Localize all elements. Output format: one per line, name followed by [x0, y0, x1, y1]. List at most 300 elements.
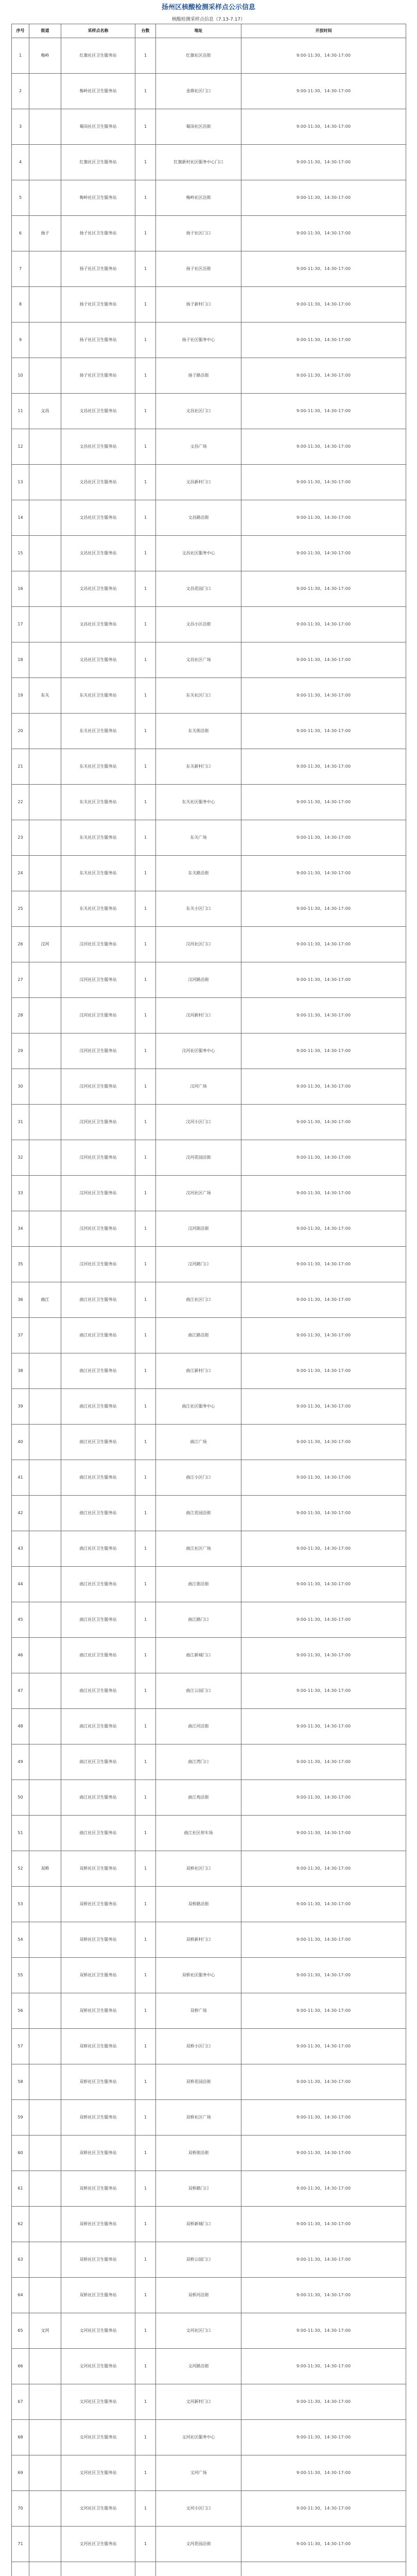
cell-count: 1 — [135, 2278, 156, 2313]
cell-index: 53 — [12, 1887, 29, 1922]
cell-open-time: 9:00-11:30，14:30-17:00 — [241, 216, 406, 251]
cell-address: 曲江路沿街 — [156, 1318, 241, 1353]
cell-index: 60 — [12, 2136, 29, 2171]
table-row — [12, 1425, 406, 1460]
cell-site-name: 东关社区卫生服务站 — [61, 820, 135, 856]
cell-address: 文昌花园门口 — [156, 571, 241, 607]
cell-open-time: 9:00-11:30，14:30-17:00 — [241, 1744, 406, 1780]
cell-address: 东关路沿街 — [156, 856, 241, 891]
cell-address: 东关社区服务中心 — [156, 785, 241, 820]
cell-index: 67 — [12, 2384, 29, 2420]
cell-address: 曲江街沿街 — [156, 1567, 241, 1602]
cell-count: 1 — [135, 1460, 156, 1496]
cell-count: 1 — [135, 1709, 156, 1744]
cell-site-name: 双桥社区卫生服务站 — [61, 2100, 135, 2136]
cell-street — [29, 2491, 61, 2527]
cell-street: 曲江 — [29, 1282, 61, 1318]
cell-site-name: 双桥社区卫生服务站 — [61, 1958, 135, 1993]
cell-site-name: 扬子社区卫生服务站 — [61, 358, 135, 394]
table-row — [12, 1389, 406, 1425]
cell-count: 1 — [135, 2527, 156, 2562]
cell-open-time: 9:00-11:30，14:30-17:00 — [241, 2029, 406, 2064]
cell-street — [29, 998, 61, 1033]
cell-street: 汶河 — [29, 927, 61, 962]
cell-street — [29, 571, 61, 607]
table-row — [12, 2384, 406, 2420]
cell-index: 10 — [12, 358, 29, 394]
cell-count: 1 — [135, 2491, 156, 2527]
cell-index: 64 — [12, 2278, 29, 2313]
cell-index: 54 — [12, 1922, 29, 1958]
cell-street: 文河 — [29, 2313, 61, 2349]
cell-count: 1 — [135, 1140, 156, 1176]
table-row — [12, 2420, 406, 2455]
page-subtitle: 核酸检测采样点信息（7.13-7.17） — [171, 17, 246, 22]
cell-site-name: 文昌社区卫生服务站 — [61, 500, 135, 536]
cell-address: 曲江公园门口 — [156, 1673, 241, 1709]
cell-index: 21 — [12, 749, 29, 785]
cell-site-name: 东关社区卫生服务站 — [61, 678, 135, 714]
cell-index: 46 — [12, 1638, 29, 1673]
cell-index: 55 — [12, 1958, 29, 1993]
cell-index: 39 — [12, 1389, 29, 1425]
cell-street — [29, 891, 61, 927]
cell-street — [29, 1958, 61, 1993]
cell-address: 曲江花园沿街 — [156, 1496, 241, 1531]
cell-count: 1 — [135, 714, 156, 749]
table-row — [12, 2100, 406, 2136]
cell-open-time: 9:00-11:30，14:30-17:00 — [241, 429, 406, 465]
cell-count: 1 — [135, 1602, 156, 1638]
table-row — [12, 287, 406, 323]
cell-site-name: 文河社区卫生服务站 — [61, 2349, 135, 2384]
cell-open-time: 9:00-11:30，14:30-17:00 — [241, 251, 406, 287]
cell-index: 1 — [12, 38, 29, 74]
table-row — [12, 429, 406, 465]
cell-site-name: 文河社区卫生服务站 — [61, 2313, 135, 2349]
cell-open-time: 9:00-11:30，14:30-17:00 — [241, 1247, 406, 1282]
table-body — [12, 38, 406, 2576]
cell-address: 曲江社区停车场 — [156, 1816, 241, 1851]
cell-street — [29, 714, 61, 749]
cell-address: 东关小区门口 — [156, 891, 241, 927]
cell-site-name: 双桥社区卫生服务站 — [61, 1993, 135, 2029]
cell-count: 1 — [135, 820, 156, 856]
table-row — [12, 180, 406, 216]
cell-count: 1 — [135, 1638, 156, 1673]
cell-site-name: 文昌社区卫生服务站 — [61, 394, 135, 429]
cell-site-name: 蜀岗社区卫生服务站 — [61, 109, 135, 145]
table-row — [12, 2349, 406, 2384]
table-row — [12, 2278, 406, 2313]
cell-street: 文昌 — [29, 394, 61, 429]
cell-street — [29, 323, 61, 358]
cell-site-name: 曲江社区卫生服务站 — [61, 1567, 135, 1602]
cell-open-time — [241, 2562, 406, 2576]
cell-open-time: 9:00-11:30，14:30-17:00 — [241, 820, 406, 856]
table-row — [12, 38, 406, 74]
cell-street — [29, 1887, 61, 1922]
cell-index: 23 — [12, 820, 29, 856]
cell-site-name: 汶河社区卫生服务站 — [61, 1033, 135, 1069]
cell-index: 17 — [12, 607, 29, 642]
header-address: 地址 — [156, 24, 241, 38]
cell-open-time: 9:00-11:30，14:30-17:00 — [241, 1069, 406, 1105]
cell-site-name: 文河社区卫生服务站 — [61, 2420, 135, 2455]
cell-site-name: 曲江社区卫生服务站 — [61, 1673, 135, 1709]
cell-street: 双桥 — [29, 1851, 61, 1887]
cell-address — [156, 2562, 241, 2576]
table-row — [12, 2242, 406, 2278]
cell-open-time: 9:00-11:30，14:30-17:00 — [241, 2171, 406, 2207]
cell-open-time: 9:00-11:30，14:30-17:00 — [241, 714, 406, 749]
cell-address: 汶河社区广场 — [156, 1176, 241, 1211]
table-row — [12, 891, 406, 927]
cell-address: 双桥广场 — [156, 1993, 241, 2029]
table-row — [12, 394, 406, 429]
cell-address: 双桥路门口 — [156, 2171, 241, 2207]
cell-street — [29, 1247, 61, 1282]
cell-street — [29, 2278, 61, 2313]
cell-address: 文河新村门口 — [156, 2384, 241, 2420]
cell-open-time: 9:00-11:30，14:30-17:00 — [241, 1033, 406, 1069]
cell-site-name: 曲江社区卫生服务站 — [61, 1318, 135, 1353]
table-row — [12, 714, 406, 749]
cell-open-time: 9:00-11:30，14:30-17:00 — [241, 74, 406, 109]
cell-address: 梅岭社区沿街 — [156, 180, 241, 216]
cell-count: 1 — [135, 1033, 156, 1069]
table-row — [12, 2029, 406, 2064]
cell-count: 1 — [135, 2313, 156, 2349]
cell-street — [29, 1033, 61, 1069]
cell-site-name: 文河社区卫生服务站 — [61, 2527, 135, 2562]
table-row — [12, 1140, 406, 1176]
cell-count: 1 — [135, 571, 156, 607]
cell-open-time: 9:00-11:30，14:30-17:00 — [241, 1282, 406, 1318]
cell-site-name: 扬子社区卫生服务站 — [61, 251, 135, 287]
table-row — [12, 1638, 406, 1673]
table-row — [12, 1318, 406, 1353]
cell-open-time: 9:00-11:30，14:30-17:00 — [241, 1140, 406, 1176]
cell-open-time: 9:00-11:30，14:30-17:00 — [241, 536, 406, 571]
table-row — [12, 962, 406, 998]
cell-address: 曲江河沿街 — [156, 1709, 241, 1744]
cell-address: 曲江广场 — [156, 1425, 241, 1460]
cell-street — [29, 1744, 61, 1780]
cell-index: 43 — [12, 1531, 29, 1567]
cell-site-name: 东关社区卫生服务站 — [61, 891, 135, 927]
table-row — [12, 109, 406, 145]
cell-address: 扬子新村门口 — [156, 287, 241, 323]
cell-address: 东关社区门口 — [156, 678, 241, 714]
cell-street — [29, 2207, 61, 2242]
cell-address: 文河社区服务中心 — [156, 2420, 241, 2455]
cell-count: 1 — [135, 1567, 156, 1602]
cell-street — [29, 1638, 61, 1673]
cell-street — [29, 1353, 61, 1389]
cell-open-time: 9:00-11:30，14:30-17:00 — [241, 2384, 406, 2420]
cell-street — [29, 1922, 61, 1958]
cell-site-name: 曲江社区卫生服务站 — [61, 1496, 135, 1531]
cell-street — [29, 2420, 61, 2455]
table-row — [12, 2527, 406, 2562]
cell-index: 9 — [12, 323, 29, 358]
cell-count: 1 — [135, 607, 156, 642]
cell-address: 东关广场 — [156, 820, 241, 856]
cell-open-time: 9:00-11:30，14:30-17:00 — [241, 2207, 406, 2242]
cell-index: 20 — [12, 714, 29, 749]
cell-index: 44 — [12, 1567, 29, 1602]
cell-open-time: 9:00-11:30，14:30-17:00 — [241, 962, 406, 998]
cell-address: 双桥新村门口 — [156, 1922, 241, 1958]
cell-street — [29, 2171, 61, 2207]
cell-count: 1 — [135, 74, 156, 109]
cell-site-name: 文昌社区卫生服务站 — [61, 607, 135, 642]
cell-address: 曲江社区广场 — [156, 1531, 241, 1567]
cell-index: 35 — [12, 1247, 29, 1282]
cell-count: 1 — [135, 38, 156, 74]
cell-address: 扬子社区沿街 — [156, 251, 241, 287]
cell-address: 曲江社区门口 — [156, 1282, 241, 1318]
table-header — [12, 24, 406, 38]
cell-address: 东关新村门口 — [156, 749, 241, 785]
cell-street — [29, 2100, 61, 2136]
cell-address: 文昌广场 — [156, 429, 241, 465]
cell-count: 1 — [135, 2384, 156, 2420]
cell-street — [29, 1531, 61, 1567]
cell-address: 汶河小区门口 — [156, 1105, 241, 1140]
cell-address: 汶河新村门口 — [156, 998, 241, 1033]
cell-index: 7 — [12, 251, 29, 287]
cell-site-name: 汶河社区卫生服务站 — [61, 1247, 135, 1282]
cell-index: 8 — [12, 287, 29, 323]
cell-open-time: 9:00-11:30，14:30-17:00 — [241, 2455, 406, 2491]
cell-street — [29, 1140, 61, 1176]
header-site-name: 采样点名称 — [61, 24, 135, 38]
table-row — [12, 642, 406, 678]
cell-site-name: 曲江社区卫生服务站 — [61, 1460, 135, 1496]
cell-index: 49 — [12, 1744, 29, 1780]
cell-site-name: 双桥社区卫生服务站 — [61, 2029, 135, 2064]
cell-street — [29, 1816, 61, 1851]
table-row — [12, 323, 406, 358]
cell-count: 1 — [135, 891, 156, 927]
cell-index: 3 — [12, 109, 29, 145]
cell-address: 曲江湾门口 — [156, 1744, 241, 1780]
cell-index: 25 — [12, 891, 29, 927]
cell-address: 曲江小区门口 — [156, 1460, 241, 1496]
cell-count: 1 — [135, 1211, 156, 1247]
table-row — [12, 1567, 406, 1602]
cell-street — [29, 2384, 61, 2420]
cell-index: 16 — [12, 571, 29, 607]
cell-index: 56 — [12, 1993, 29, 2029]
cell-count: 1 — [135, 251, 156, 287]
cell-index: 65 — [12, 2313, 29, 2349]
table-row — [12, 1211, 406, 1247]
cell-address: 文昌小区沿街 — [156, 607, 241, 642]
cell-index: 34 — [12, 1211, 29, 1247]
cell-address: 汶河社区门口 — [156, 927, 241, 962]
cell-open-time: 9:00-11:30，14:30-17:00 — [241, 2278, 406, 2313]
cell-site-name: 红旗社区卫生服务站 — [61, 38, 135, 74]
cell-street — [29, 2527, 61, 2562]
cell-index: 58 — [12, 2064, 29, 2100]
cell-address: 双桥社区广场 — [156, 2100, 241, 2136]
cell-site-name: 双桥社区卫生服务站 — [61, 2171, 135, 2207]
cell-open-time: 9:00-11:30，14:30-17:00 — [241, 2313, 406, 2349]
cell-count: 1 — [135, 1780, 156, 1816]
cell-count: 1 — [135, 2100, 156, 2136]
table-row — [12, 500, 406, 536]
cell-index: 70 — [12, 2491, 29, 2527]
cell-open-time: 9:00-11:30，14:30-17:00 — [241, 856, 406, 891]
cell-index: 2 — [12, 74, 29, 109]
cell-open-time: 9:00-11:30，14:30-17:00 — [241, 465, 406, 500]
cell-street — [29, 2136, 61, 2171]
cell-open-time: 9:00-11:30，14:30-17:00 — [241, 1318, 406, 1353]
cell-street — [29, 642, 61, 678]
cell-index: 6 — [12, 216, 29, 251]
cell-street — [29, 2029, 61, 2064]
cell-open-time: 9:00-11:30，14:30-17:00 — [241, 38, 406, 74]
cell-count: 1 — [135, 785, 156, 820]
cell-index — [12, 2562, 29, 2576]
cell-index: 59 — [12, 2100, 29, 2136]
table-row — [12, 2491, 406, 2527]
cell-count: 1 — [135, 429, 156, 465]
header-row — [12, 24, 406, 38]
table-row — [12, 571, 406, 607]
cell-count: 1 — [135, 962, 156, 998]
cell-index: 27 — [12, 962, 29, 998]
cell-count: 1 — [135, 500, 156, 536]
cell-open-time: 9:00-11:30，14:30-17:00 — [241, 1211, 406, 1247]
table-row — [12, 1602, 406, 1638]
cell-site-name: 曲江社区卫生服务站 — [61, 1353, 135, 1389]
cell-street — [29, 2349, 61, 2384]
cell-count — [135, 2562, 156, 2576]
cell-open-time: 9:00-11:30，14:30-17:00 — [241, 998, 406, 1033]
cell-count: 1 — [135, 2349, 156, 2384]
cell-index: 12 — [12, 429, 29, 465]
cell-count: 1 — [135, 1744, 156, 1780]
cell-address: 红旗新村社区服务中心门口 — [156, 145, 241, 180]
cell-index: 40 — [12, 1425, 29, 1460]
cell-open-time: 9:00-11:30，14:30-17:00 — [241, 287, 406, 323]
cell-street — [29, 1318, 61, 1353]
cell-open-time: 9:00-11:30，14:30-17:00 — [241, 323, 406, 358]
cell-address: 文昌社区门口 — [156, 394, 241, 429]
cell-open-time: 9:00-11:30，14:30-17:00 — [241, 1709, 406, 1744]
cell-open-time: 9:00-11:30，14:30-17:00 — [241, 1389, 406, 1425]
cell-index: 14 — [12, 500, 29, 536]
cell-count: 1 — [135, 1816, 156, 1851]
cell-street — [29, 1105, 61, 1140]
cell-site-name: 曲江社区卫生服务站 — [61, 1744, 135, 1780]
cell-count: 1 — [135, 145, 156, 180]
cell-index: 38 — [12, 1353, 29, 1389]
cell-index: 24 — [12, 856, 29, 891]
cell-site-name: 汶河社区卫生服务站 — [61, 998, 135, 1033]
cell-street — [29, 2242, 61, 2278]
table-row — [12, 927, 406, 962]
table-row — [12, 74, 406, 109]
cell-open-time: 9:00-11:30，14:30-17:00 — [241, 785, 406, 820]
cell-site-name: 双桥社区卫生服务站 — [61, 2278, 135, 2313]
header-street: 街道 — [29, 24, 61, 38]
cell-index: 22 — [12, 785, 29, 820]
table-row — [12, 1531, 406, 1567]
cell-open-time: 9:00-11:30，14:30-17:00 — [241, 1425, 406, 1460]
cell-street — [29, 1389, 61, 1425]
cell-site-name: 曲江社区卫生服务站 — [61, 1531, 135, 1567]
cell-count: 1 — [135, 1247, 156, 1282]
cell-address: 汶河花园沿街 — [156, 1140, 241, 1176]
cell-count: 1 — [135, 2207, 156, 2242]
cell-open-time: 9:00-11:30，14:30-17:00 — [241, 2064, 406, 2100]
cell-count: 1 — [135, 642, 156, 678]
table-row — [12, 1922, 406, 1958]
cell-site-name: 双桥社区卫生服务站 — [61, 1887, 135, 1922]
cell-site-name: 东关社区卫生服务站 — [61, 714, 135, 749]
cell-index: 51 — [12, 1816, 29, 1851]
cell-index: 18 — [12, 642, 29, 678]
cell-index: 66 — [12, 2349, 29, 2384]
cell-site-name: 扬子社区卫生服务站 — [61, 216, 135, 251]
cell-count: 1 — [135, 2242, 156, 2278]
cell-count: 1 — [135, 1887, 156, 1922]
cell-open-time: 9:00-11:30，14:30-17:00 — [241, 678, 406, 714]
cell-street — [29, 1176, 61, 1211]
table-row — [12, 1887, 406, 1922]
cell-open-time: 9:00-11:30，14:30-17:00 — [241, 1105, 406, 1140]
cell-index: 63 — [12, 2242, 29, 2278]
cell-open-time: 9:00-11:30，14:30-17:00 — [241, 1887, 406, 1922]
cell-index: 30 — [12, 1069, 29, 1105]
cell-address: 文河路沿街 — [156, 2349, 241, 2384]
cell-street — [29, 429, 61, 465]
cell-open-time: 9:00-11:30，14:30-17:00 — [241, 2491, 406, 2527]
cell-address: 双桥街沿街 — [156, 2136, 241, 2171]
cell-index: 62 — [12, 2207, 29, 2242]
table-row — [12, 145, 406, 180]
cell-open-time: 9:00-11:30，14:30-17:00 — [241, 1922, 406, 1958]
cell-index: 31 — [12, 1105, 29, 1140]
cell-site-name — [61, 2562, 135, 2576]
cell-street — [29, 1709, 61, 1744]
cell-street — [29, 251, 61, 287]
cell-site-name: 文河社区卫生服务站 — [61, 2384, 135, 2420]
cell-open-time: 9:00-11:30，14:30-17:00 — [241, 2242, 406, 2278]
cell-street — [29, 536, 61, 571]
cell-count: 1 — [135, 2064, 156, 2100]
cell-address: 文河广场 — [156, 2455, 241, 2491]
cell-index: 41 — [12, 1460, 29, 1496]
cell-street — [29, 962, 61, 998]
table-row — [12, 785, 406, 820]
cell-index: 57 — [12, 2029, 29, 2064]
cell-address: 蜀岗社区沿街 — [156, 109, 241, 145]
cell-site-name: 双桥社区卫生服务站 — [61, 2064, 135, 2100]
cell-street — [29, 1496, 61, 1531]
cell-address: 汶河路沿街 — [156, 962, 241, 998]
cell-street — [29, 358, 61, 394]
cell-site-name: 曲江社区卫生服务站 — [61, 1816, 135, 1851]
cell-site-name: 汶河社区卫生服务站 — [61, 1105, 135, 1140]
cell-site-name: 汶河社区卫生服务站 — [61, 1140, 135, 1176]
table-row — [12, 216, 406, 251]
